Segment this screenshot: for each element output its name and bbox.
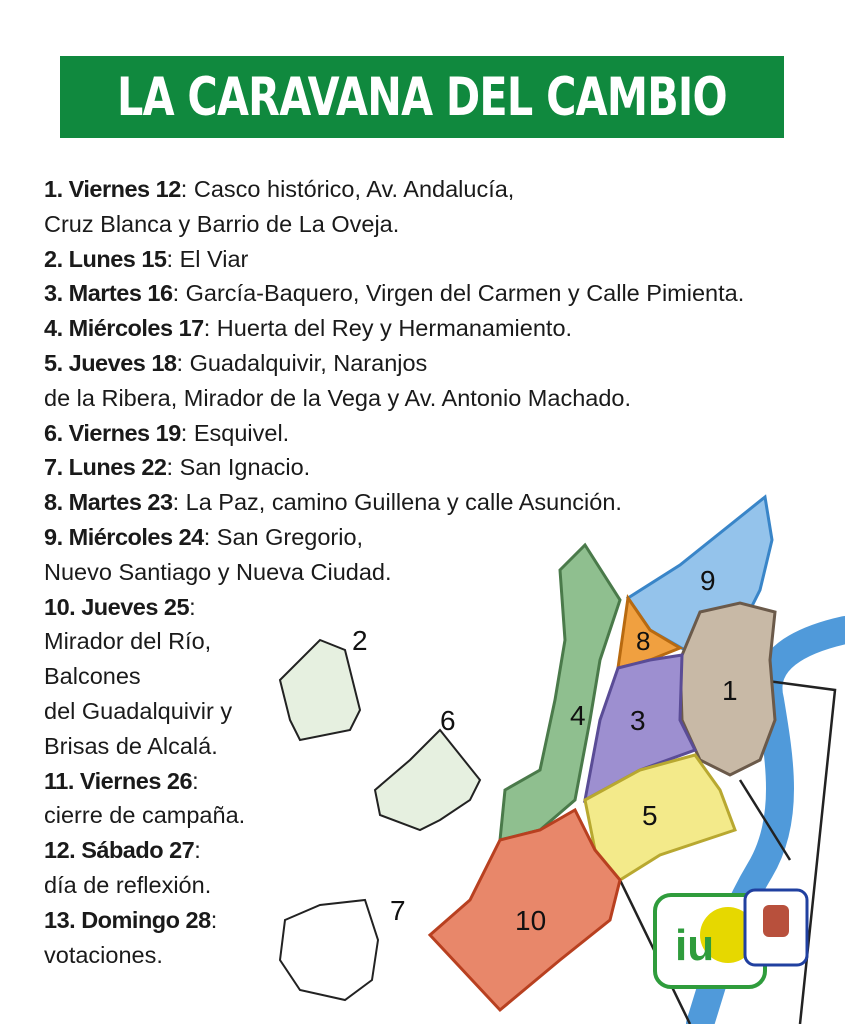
schedule-place: Mirador del Río, [44, 628, 212, 655]
zone-label: 5 [642, 800, 658, 831]
schedule-place: Guadalquivir, Naranjos [189, 349, 428, 376]
zone-label: 10 [515, 905, 547, 936]
schedule-place: El Viar [179, 245, 249, 272]
schedule-day: 5. Jueves 18 [44, 349, 177, 376]
zone-label: 9 [700, 565, 716, 596]
schedule-item: 4. Miércoles 17: Huerta del Rey y Hermanamiento. [44, 315, 573, 342]
schedule-place: Esquivel. [193, 419, 290, 446]
schedule-place: Cruz Blanca y Barrio de La Oveja. [44, 210, 400, 237]
schedule-place: La Paz, camino Guillena y calle Asunción. [185, 489, 622, 516]
schedule-place: Nuevo Santiago y Nueva Ciudad. [44, 558, 392, 585]
schedule-item: 12. Sábado 27: día de reflexión. [44, 837, 212, 898]
schedule-item: 13. Domingo 28: votaciones. [44, 906, 218, 968]
zone-label: 8 [636, 626, 651, 656]
schedule-place: del Guadalquivir y [44, 697, 233, 724]
schedule-day: 9. Miércoles 24 [44, 523, 204, 550]
zone-label: 1 [722, 675, 738, 706]
schedule-day: 11. Viernes 26 [44, 767, 193, 794]
schedule-item: 10. Jueves 25: Mirador del Río, Balcones del Guadalquivir y Brisas de Alcalá. [44, 593, 233, 759]
schedule-item: 7. Lunes 22: San Ignacio. [44, 454, 311, 481]
schedule-place: Casco histórico, Av. Andalucía, [193, 176, 515, 202]
schedule-day: 8. Martes 23 [44, 489, 173, 516]
schedule-place: cierre de campaña. [44, 802, 246, 829]
logo-text: iu [675, 921, 715, 970]
zone-label: 4 [570, 700, 586, 731]
zone-7 [280, 900, 378, 1000]
schedule-day: 7. Lunes 22 [44, 454, 167, 481]
schedule-place: Brisas de Alcalá. [44, 732, 218, 759]
schedule-day: 10. Jueves 25 [44, 593, 190, 620]
schedule-item: 8. Martes 23: La Paz, camino Guillena y calle Asunción. [44, 489, 622, 516]
zone-label: 3 [630, 705, 646, 736]
schedule-day: 4. Miércoles 17 [44, 315, 204, 342]
zone-label: 2 [352, 625, 368, 656]
schedule-item: 9. Miércoles 24: San Gregorio, Nuevo Santiago y Nueva Ciudad. [44, 523, 392, 585]
schedule-day: 12. Sábado 27 [44, 837, 195, 864]
schedule-item: 11. Viernes 26: cierre de campaña. [44, 767, 246, 829]
coat-of-arms-badge [745, 890, 807, 965]
schedule-place: García-Baquero, Virgen del Carmen y Calle Pimienta. [185, 280, 745, 307]
schedule-item: 2. Lunes 15: El Viar [44, 245, 249, 272]
zone-2 [280, 640, 360, 740]
schedule-item: 1. Viernes 12: Casco histórico, Av. Andalucía, Cruz Blanca y Barrio de La Oveja. [44, 176, 515, 237]
schedule-day: 3. Martes 16 [44, 280, 173, 307]
zone-label: 7 [390, 895, 406, 926]
schedule-place: San Ignacio. [179, 454, 311, 481]
schedule-place: día de reflexión. [44, 871, 212, 898]
schedule-day: 13. Domingo 28 [44, 906, 211, 933]
schedule-place: votaciones. [44, 941, 163, 968]
schedule-day: 2. Lunes 15 [44, 245, 167, 272]
schedule-place: de la Ribera, Mirador de la Vega y Av. Antonio Machado. [44, 384, 631, 411]
zone-label: 6 [440, 705, 456, 736]
schedule-day: 1. Viernes 12 [44, 176, 181, 202]
zone-6 [375, 730, 480, 830]
schedule-item: 6. Viernes 19: Esquivel. [44, 419, 290, 446]
schedule-place: Balcones [44, 663, 141, 690]
page-title: LA CARAVANA DEL CAMBIO [117, 66, 727, 128]
schedule-place: Huerta del Rey y Hermanamiento. [216, 315, 573, 342]
schedule-item: 5. Jueves 18: Guadalquivir, Naranjos de la Ribera, Mirador de la Vega y Av. Antonio Machado. [44, 349, 631, 411]
schedule-day: 6. Viernes 19 [44, 419, 181, 446]
schedule-place: San Gregorio, [216, 523, 364, 550]
schedule-item: 3. Martes 16: García-Baquero, Virgen del Carmen y Calle Pimienta. [44, 280, 745, 307]
